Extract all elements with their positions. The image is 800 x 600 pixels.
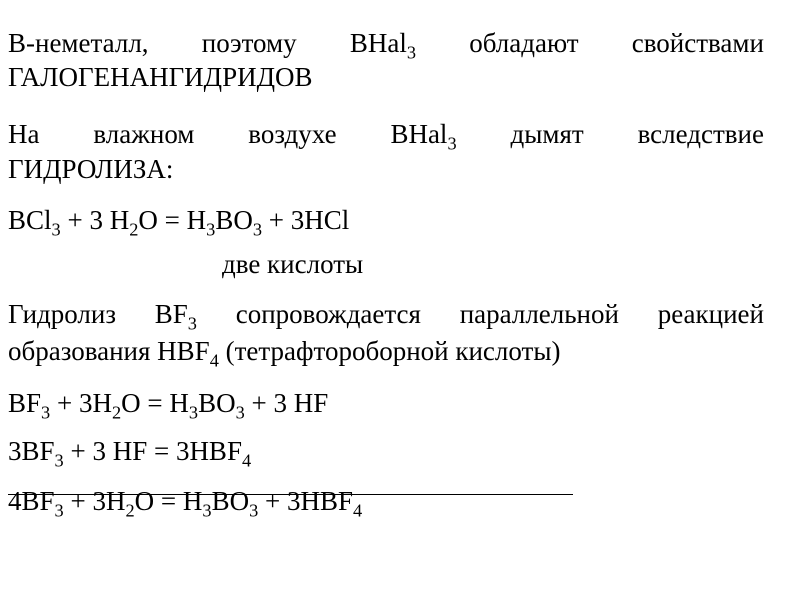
- word: поэтому: [201, 28, 297, 58]
- heading-word: ГИДРОЛИЗА:: [8, 154, 174, 184]
- paragraph-1-line-1: [8, 28, 764, 63]
- formula-part: + 3H: [50, 388, 112, 418]
- formula-part: BO: [211, 486, 250, 516]
- subscript: 3: [206, 219, 216, 240]
- formula-part: 3BF: [8, 436, 55, 466]
- equation-4: [8, 486, 363, 521]
- word: влажном: [93, 119, 195, 149]
- subscript: 4: [209, 350, 219, 371]
- word: сопровождается: [235, 299, 421, 329]
- word: параллельной: [459, 299, 619, 329]
- formula-part: + 3HCl: [262, 205, 350, 235]
- formula-part: BF: [8, 388, 42, 418]
- formula-part: + 3 HF = 3HBF: [63, 436, 242, 466]
- word: [390, 119, 457, 154]
- subscript: 3: [51, 219, 61, 240]
- subscript: 2: [129, 219, 139, 240]
- word: воздухе: [248, 119, 337, 149]
- word: B-неметалл,: [8, 28, 149, 58]
- subscript: 3: [187, 313, 197, 334]
- equation-1: [8, 205, 350, 240]
- word: Гидролиз: [8, 299, 116, 329]
- word: [349, 28, 417, 63]
- formula-part: BCl: [8, 205, 52, 235]
- paragraph-3-line-2: [8, 336, 561, 371]
- word: вследствие: [637, 119, 764, 149]
- word: обладают: [469, 28, 579, 58]
- note-text: [222, 251, 363, 278]
- subscript: 2: [111, 402, 122, 423]
- subscript: 3: [235, 402, 245, 423]
- equation-3: [8, 436, 252, 471]
- subscript: 3: [54, 500, 64, 521]
- formula-part: 4BF: [8, 486, 55, 516]
- word: На: [8, 119, 40, 149]
- formula-part: O = H: [138, 205, 207, 235]
- heading-word: ГАЛОГЕНАНГИДРИДОВ: [8, 62, 313, 92]
- subscript: 3: [202, 500, 212, 521]
- formula-part: + 3 H: [60, 205, 130, 235]
- subscript: 3: [249, 500, 259, 521]
- paragraph-2-line-2: [8, 156, 173, 183]
- subscript: 4: [241, 450, 252, 471]
- paragraph-2-line-1: [8, 119, 764, 154]
- subscript: 3: [41, 402, 51, 423]
- formula-text: BHal: [390, 119, 448, 149]
- subscript: 4: [353, 500, 363, 521]
- formula-part: BO: [198, 388, 236, 418]
- formula-part: O = H: [121, 388, 189, 418]
- subscript: 3: [447, 133, 457, 154]
- subscript: 3: [406, 42, 417, 63]
- word: [154, 299, 197, 334]
- formula-text: BF: [154, 299, 188, 329]
- formula-part: + 3 HF: [244, 388, 329, 418]
- subscript: 3: [54, 450, 64, 471]
- formula-part: + 3H: [63, 486, 126, 516]
- equation-2: [8, 388, 329, 423]
- formula-part: BO: [215, 205, 253, 235]
- text-part: (тетрафтороборной кислоты): [218, 336, 561, 366]
- subscript: 3: [188, 402, 199, 423]
- note-label: две кислоты: [222, 249, 364, 279]
- formula-part: O = H: [134, 486, 203, 516]
- word: свойствами: [631, 28, 764, 58]
- formula-text: BHal: [349, 28, 407, 58]
- subscript: 2: [125, 500, 135, 521]
- word: дымят: [510, 119, 584, 149]
- text-part: образования HBF: [8, 336, 210, 366]
- word: реакцией: [657, 299, 764, 329]
- subscript: 3: [252, 219, 263, 240]
- formula-part: + 3HBF: [258, 486, 354, 516]
- paragraph-3-line-1: [8, 299, 764, 334]
- paragraph-1-line-2: [8, 64, 313, 91]
